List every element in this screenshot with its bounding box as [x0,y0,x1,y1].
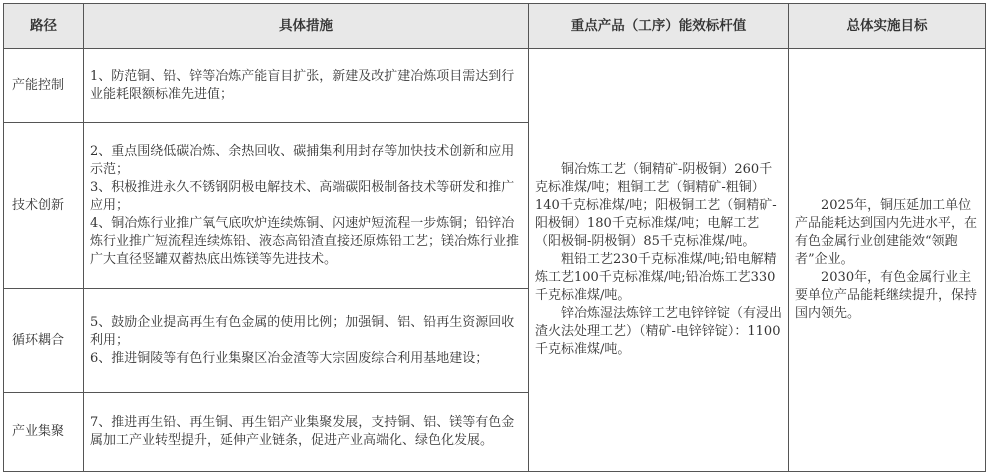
benchmark-copper: 铜冶炼工艺（铜精矿-阴极铜）260千克标准煤/吨；粗铜工艺（铜精矿-粗铜）140千克标准煤/吨；阳极铜工艺（铜精矿-阳极铜）180千克标准煤/吨；电解工艺（阳极铜-阴极铜）85千克标准煤/吨。 [535,162,777,249]
measure-item: 6、推进铜陵等有色行业集聚区冶金渣等大宗固废综合利用基地建设； [90,350,489,366]
measures-cell [84,123,529,289]
header-row [4,4,986,49]
path-cell: 产能控制 [4,49,84,123]
measure-item: 1、防范铜、铅、锌等冶炼产能盲目扩张，新建及改扩建冶炼项目需达到行业能耗限额标准先进值； [90,68,515,102]
measure-item: 4、铜冶炼行业推广氧气底吹炉连续炼铜、闪速炉短流程一步炼铜；铅锌冶炼行业推广短流程连续炼铅、液态高铅渣直接还原炼铅工艺；镁冶炼行业推广大直径竖罐双蓄热底出炼镁等先进技术。 [90,215,520,267]
path-cell: 技术创新 [4,123,84,289]
goal-2030: 2030年，有色金属行业主要单位产品能耗继续提升，保持国内领先。 [795,270,978,321]
measure-item: 7、推进再生铅、再生铜、再生铝产业集聚发展，支持铜、铝、镁等有色金属加工产业转型提升，延伸产业链条，促进产业高端化、绿色化发展。 [90,415,515,448]
measures-cell [84,49,529,123]
goals-cell [789,49,986,472]
header-goals: 总体实施目标 [789,4,986,49]
header-measures: 具体措施 [84,4,529,49]
table-row [4,49,986,123]
benchmarks-cell [529,49,789,472]
measures-cell [84,393,529,472]
measures-cell [84,289,529,393]
benchmark-lead: 粗铅工艺230千克标准煤/吨;铅电解精炼工艺100千克标准煤/吨;铅冶炼工艺330千克标准煤/吨。 [535,252,777,303]
measure-item: 5、鼓励企业提高再生有色金属的使用比例；加强铜、铝、铅再生资源回收利用； [90,314,515,348]
benchmark-zinc: 锌冶炼湿法炼锌工艺电锌锌锭（有浸出渣火法处理工艺）（精矿-电锌锌锭）：1100千克标准煤/吨。 [535,306,783,357]
measure-item: 2、重点围绕低碳冶炼、余热回收、碳捕集利用封存等加快技术创新和应用示范； [90,143,515,177]
header-benchmarks: 重点产品（工序）能效标杆值 [529,4,789,49]
header-path: 路径 [4,4,84,49]
policy-table [3,3,986,472]
measure-item: 3、积极推进永久不锈钢阴极电解技术、高端碳阳极制备技术等研发和推广应用； [90,179,515,213]
path-cell: 产业集聚 [4,393,84,472]
goal-2025: 2025年，铜压延加工单位产品能耗达到国内先进水平，在有色金属行业创建能效“领跑者”企业。 [795,198,978,267]
path-cell: 循环耦合 [4,289,84,393]
